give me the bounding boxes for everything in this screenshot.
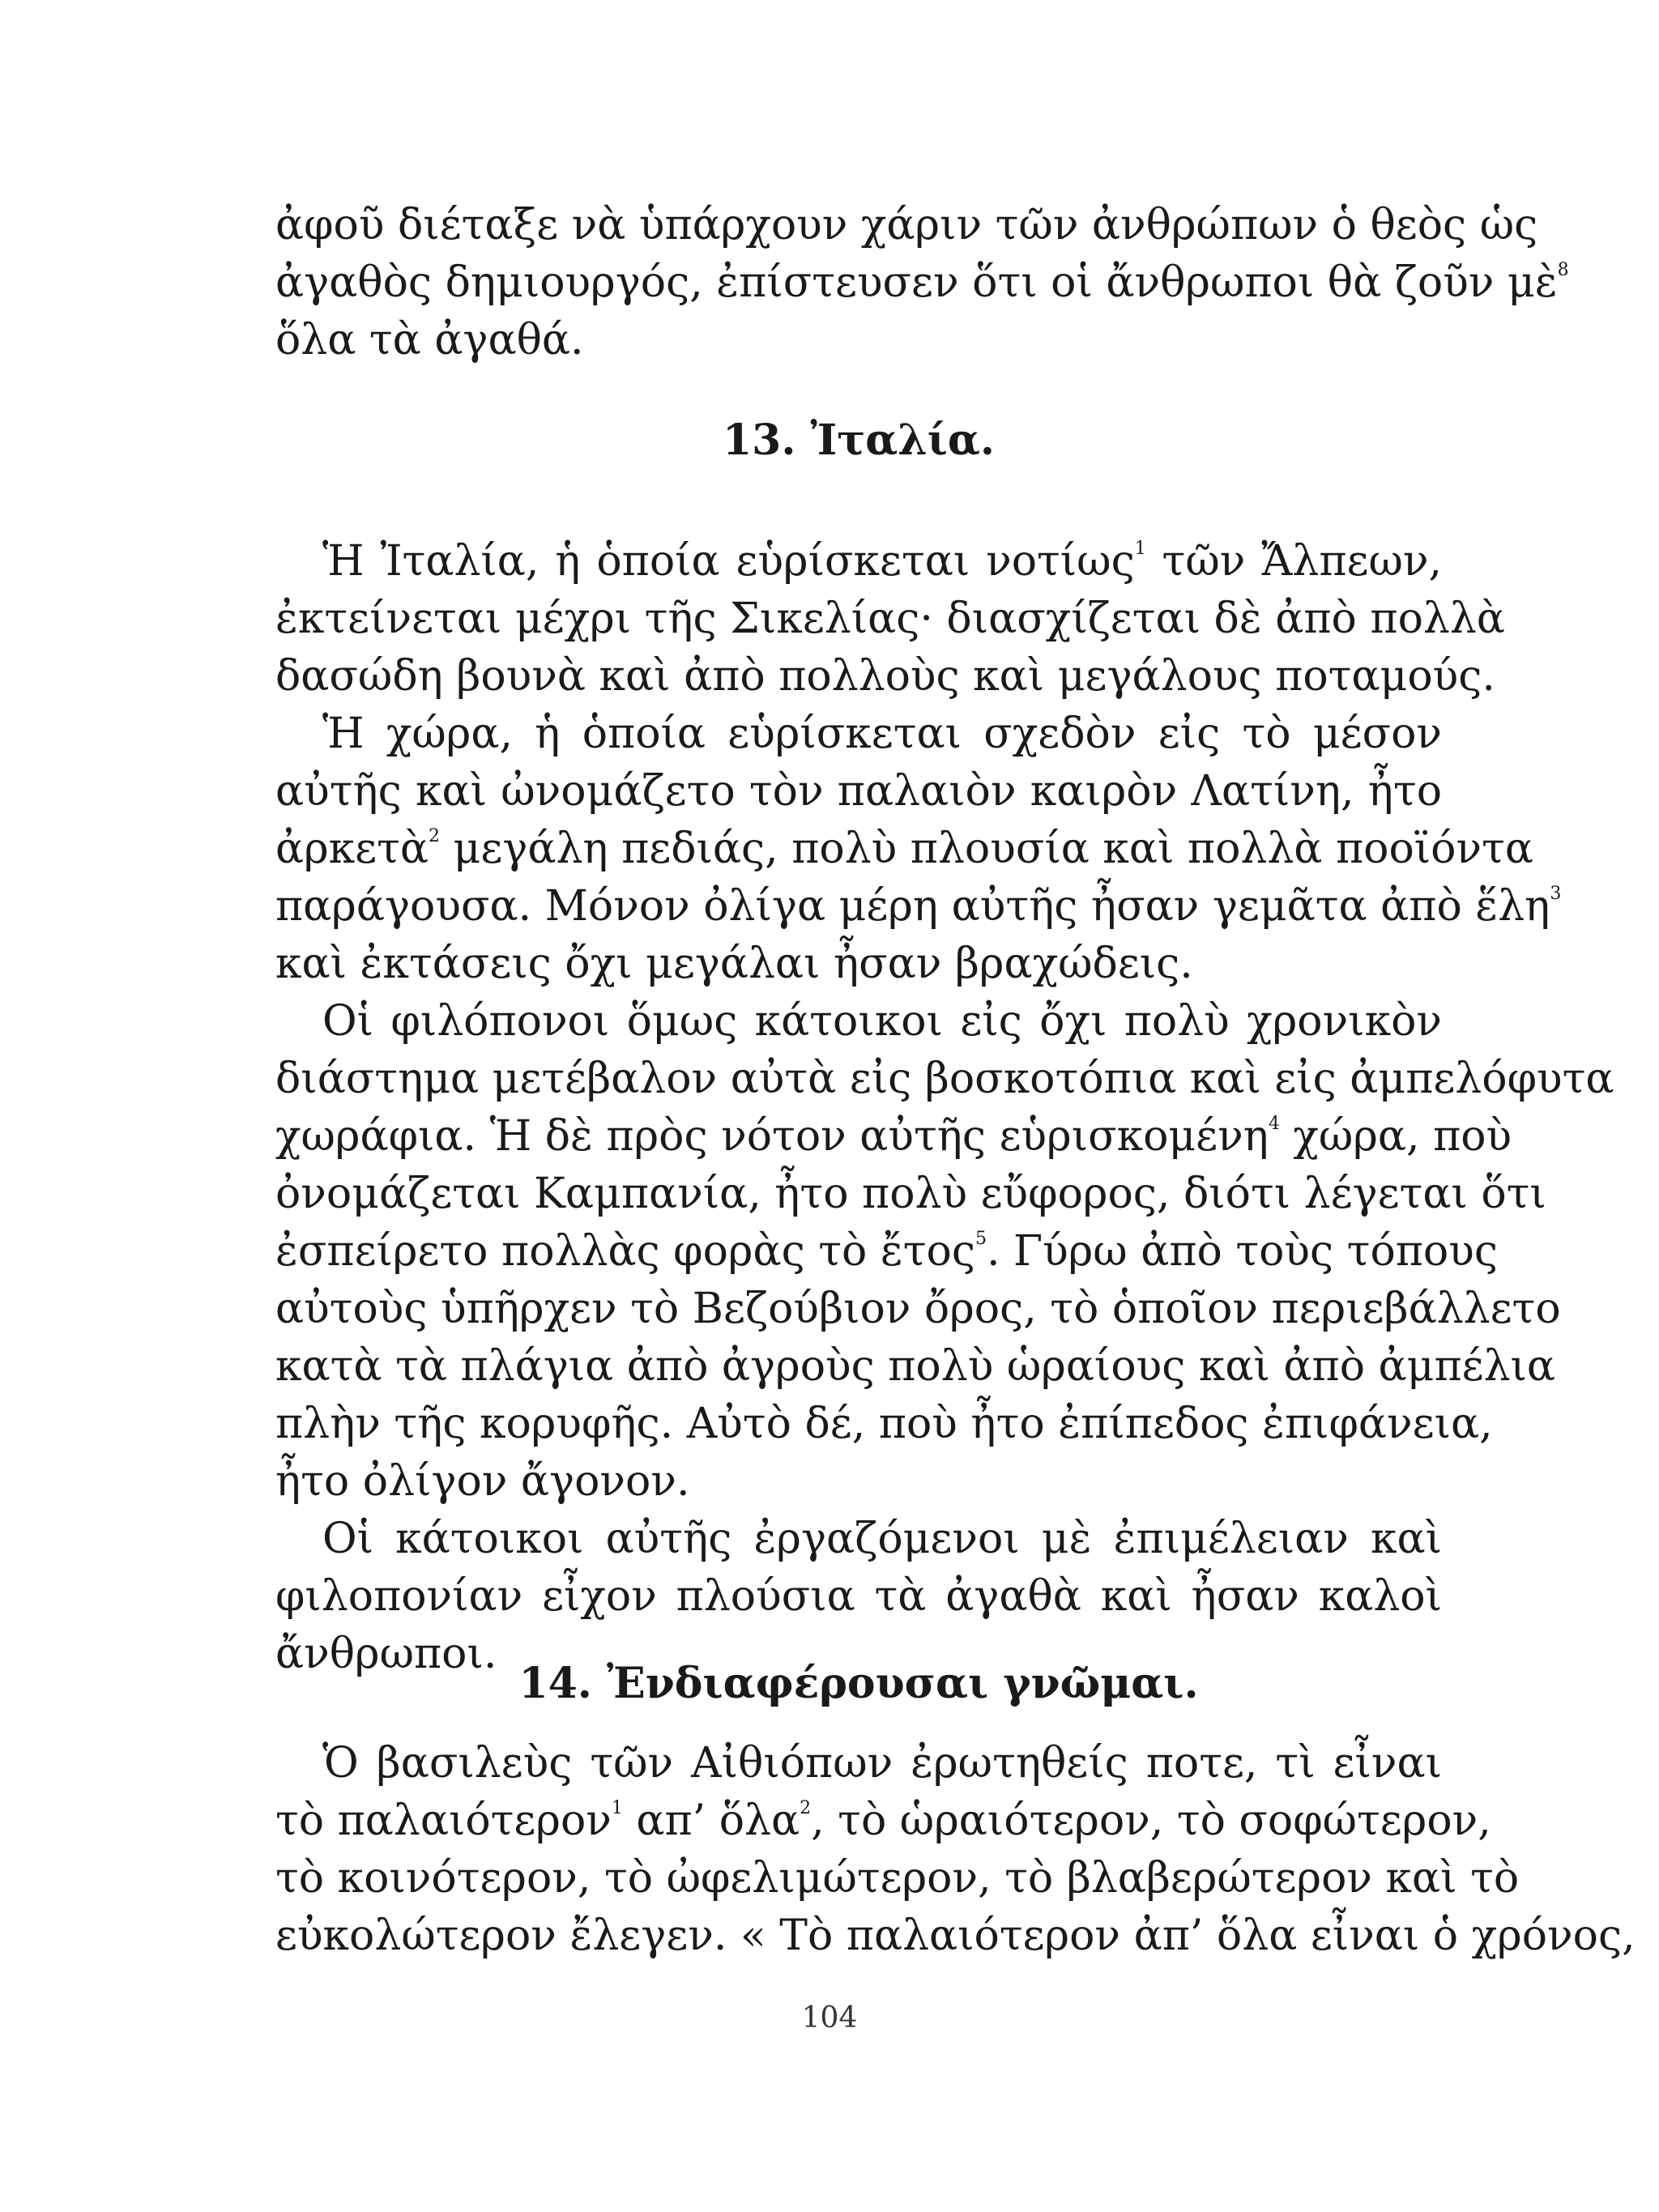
text-line: ἐκτείνεται μέχρι τῆς Σικελίας· διασχίζεται δὲ ἀπὸ πολλὰ <box>275 595 1505 643</box>
text-line: τὸ παλαιότερον$^1$ απ’ ὅλα$^2$, τὸ ὡραιότερον, τὸ σοφώτερον, <box>275 1796 1491 1845</box>
section13-paragraph-1 <box>275 533 1505 705</box>
text-line: Ὁ βασιλεὺς τῶν Αἰθιόπων ἐρωτηθείς ποτε, τὶ εἶναι <box>322 1739 1442 1788</box>
text-line: αὐτοὺς ὑπῆρχεν τὸ Βεζούβιον ὄρος, τὸ ὁποῖον περιεβάλλετο <box>275 1285 1561 1333</box>
section13-paragraph-2 <box>275 705 1562 993</box>
footnote-marker: 1 <box>611 1798 623 1818</box>
text-line: πλὴν τῆς κορυφῆς. Αὐτὸ δέ, ποὺ ἦτο ἐπίπεδος ἐπιφάνεια, <box>275 1400 1493 1448</box>
text-line: ἄνθρωποι. <box>275 1630 497 1678</box>
text-line: αὐτῆς καὶ ὠνομάζετο τὸν παλαιὸν καιρὸν Λατίνη, ἦτο <box>275 767 1442 816</box>
intro-paragraph <box>275 197 1569 369</box>
footnote-marker: 4 <box>1268 1114 1280 1134</box>
text-line: Ἡ χώρα, ἡ ὁποία εὑρίσκεται σχεδὸν εἰς τὸ μέσον <box>322 710 1442 758</box>
footnote-marker: 2 <box>429 826 441 846</box>
text-line: χωράφια. Ἡ δὲ πρὸς νότον αὐτῆς εὑρισκομένη$^4$ χώρα, ποὺ <box>275 1112 1512 1161</box>
text-line: ὅλα τὰ ἀγαθά. <box>275 316 584 364</box>
footnote-marker: 3 <box>1550 884 1562 904</box>
section-heading-13: 13. Ἰταλία. <box>722 416 996 465</box>
text-line: τὸ κοινότερον, τὸ ὠφελιμώτερον, τὸ βλαβερώτερον καὶ τὸ <box>275 1854 1520 1903</box>
section14-paragraph-1 <box>275 1735 1636 1965</box>
text-line: κατὰ τὰ πλάγια ἀπὸ ἀγροὺς πολὺ ὡραίους καὶ ἀπὸ ἀμπέλια <box>275 1342 1556 1391</box>
text-line: ἐσπείρετο πολλὰς φορὰς τὸ ἔτος$^5$. Γύρω ἀπὸ τοὺς τόπους <box>275 1227 1498 1276</box>
footnote-marker: 2 <box>800 1798 812 1818</box>
text-line: ἀγαθὸς δημιουργός, ἐπίστευσεν ὅτι οἱ ἄνθρωποι θὰ ζοῦν μὲ$^8$ <box>275 258 1569 307</box>
section-heading-14: 14. Ἐνδιαφέρουσαι γνῶμαι. <box>518 1659 1199 1708</box>
footnote-marker: 1 <box>1134 539 1146 559</box>
text-line: ἀφοῦ διέταξε νὰ ὑπάρχουν χάριν τῶν ἀνθρώπων ὁ θεὸς ὡς <box>275 201 1538 249</box>
text-line: ἦτο ὀλίγον ἄγονον. <box>275 1457 690 1506</box>
text-line: παράγουσα. Μόνον ὀλίγα μέρη αὐτῆς ἦσαν γεμᾶτα ἀπὸ ἕλη$^3$ <box>275 882 1562 931</box>
text-line: καὶ ἐκτάσεις ὄχι μεγάλαι ἦσαν βραχώδεις. <box>275 940 1193 988</box>
section13-paragraph-3 <box>275 993 1614 1511</box>
text-line: ὀνομάζεται Καμπανία, ἦτο πολὺ εὔφορος, διότι λέγεται ὅτι <box>275 1170 1546 1218</box>
footnote-marker: 8 <box>1557 260 1569 280</box>
text-line: Οἱ κάτοικοι αὐτῆς ἐργαζόμενοι μὲ ἐπιμέλειαν καὶ <box>322 1515 1442 1563</box>
text-line: Ἡ Ἰταλία, ἡ ὁποία εὑρίσκεται νοτίως$^1$ τῶν Ἄλπεων, <box>322 537 1442 586</box>
text-line: Οἱ φιλόπονοι ὅμως κάτοικοι εἰς ὄχι πολὺ χρονικὸν <box>322 997 1442 1046</box>
footnote-marker: 5 <box>975 1229 987 1249</box>
text-line: δασώδη βουνὰ καὶ ἀπὸ πολλοὺς καὶ μεγάλους ποταμούς. <box>275 652 1495 701</box>
text-line: ἀρκετὰ$^2$ μεγάλη πεδιάς, πολὺ πλουσία καὶ πολλὰ ποοϊόντα <box>275 825 1533 873</box>
text-line: εὐκολώτερον ἔλεγεν. « Τὸ παλαιότερον ἀπ’ ὅλα εἶναι ὁ χρόνος, <box>275 1912 1636 1960</box>
text-line: διάστημα μετέβαλον αὐτὰ εἰς βοσκοτόπια καὶ εἰς ἀμπελόφυτα <box>275 1055 1614 1103</box>
text-line: φιλοπονίαν εἶχον πλούσια τὰ ἀγαθὰ καὶ ἦσαν καλοὶ <box>275 1572 1442 1621</box>
page-number: 104 <box>801 2001 858 2035</box>
